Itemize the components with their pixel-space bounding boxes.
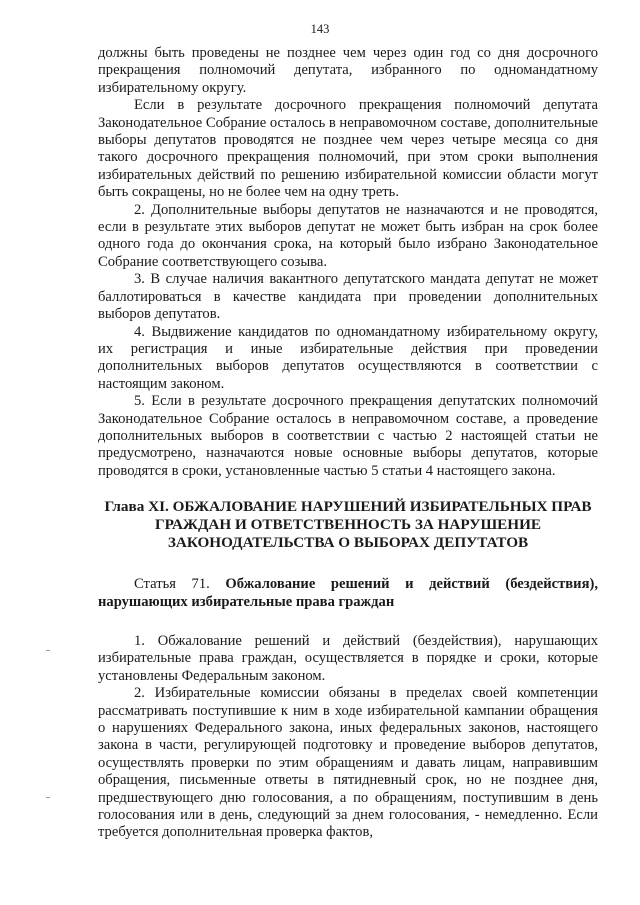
article-number: Статья 71. xyxy=(134,576,210,593)
paragraph: 3. В случае наличия вакантного депутатского мандата депутат не может баллотироваться в качестве кандидата при проведении дополнительных выборов депутатов. xyxy=(98,271,598,323)
paragraph: 2. Дополнительные выборы депутатов не назначаются и не проводятся, если в результате этих выборов депутат не может быть избран на срок более одного года до окончания срока, на который было избрано Законодательное Собрание соответствующего созыва. xyxy=(98,201,598,270)
chapter-heading-line: Глава XI. ОБЖАЛОВАНИЕ НАРУШЕНИЙ ИЗБИРАТЕЛЬНЫХ ПРАВ xyxy=(104,498,592,516)
article-title: Обжалование решений и действий (бездействия), нарушающих избирательные права граждан xyxy=(98,576,598,610)
article-heading xyxy=(98,576,598,611)
chapter-heading xyxy=(98,498,598,552)
scan-mark xyxy=(46,650,50,651)
paragraph: должны быть проведены не позднее чем через один год со дня досрочного прекращения полномочий депутата, избранного по одномандатному избирательному округу. xyxy=(98,45,598,96)
paragraph: 5. Если в результате досрочного прекращения депутатских полномочий Законодательное Собрание осталось в неправомочном составе, а проведение дополнительных выборов в соответствии с частью 2 настоящей статьи не предусмотрено, назначаются новые основные выборы депутатов, которые проводятся в сроки, установленные частью 5 статьи 4 настоящего закона. xyxy=(98,393,598,479)
chapter-heading-line: ЗАКОНОДАТЕЛЬСТВА О ВЫБОРАХ ДЕПУТАТОВ xyxy=(167,534,529,552)
paragraph: 2. Избирательные комиссии обязаны в пределах своей компетенции рассматривать поступившие к ним в ходе избирательной кампании обращения о нарушениях Федерального закона, иных федеральных законов, настоящего закона в части, регулирующей подготовку и проведение выборов депутатов, осуществлять проверки по этим обращениям и давать лицам, направившим обращения, письменные ответы в пятидневный срок, но не позднее дня, предшествующего дню голосования, а по обращениям, поступившим в день голосования или в день, следующий за днем голосования, - немедленно. Если требуется дополнительная проверка фактов, xyxy=(98,685,598,841)
spacer xyxy=(98,611,598,633)
document-body xyxy=(98,45,598,842)
paragraph: Если в результате досрочного прекращения полномочий депутата Законодательное Собрание осталось в неправомочном составе, дополнительные выборы депутатов проводятся не позднее чем через четыре месяца со дня такого досрочного прекращения полномочий, при этом сроки выполнения избирательных действий по решению избирательной комиссии области могут быть сокращены, но не более чем на одну треть. xyxy=(98,97,598,201)
scan-mark xyxy=(46,797,50,798)
page-number: 143 xyxy=(310,22,330,36)
chapter-heading-line: ГРАЖДАН И ОТВЕТСТВЕННОСТЬ ЗА НАРУШЕНИЕ xyxy=(154,516,542,534)
paragraph: 4. Выдвижение кандидатов по одномандатному избирательному округу, их регистрация и иные избирательные действия при проведении дополнительных выборов депутатов осуществляются в соответствии с настоящим законом. xyxy=(98,323,598,392)
paragraph: 1. Обжалование решений и действий (бездействия), нарушающих избирательные права граждан, осуществляется в порядке и сроки, которые установлены Федеральным законом. xyxy=(98,632,598,684)
